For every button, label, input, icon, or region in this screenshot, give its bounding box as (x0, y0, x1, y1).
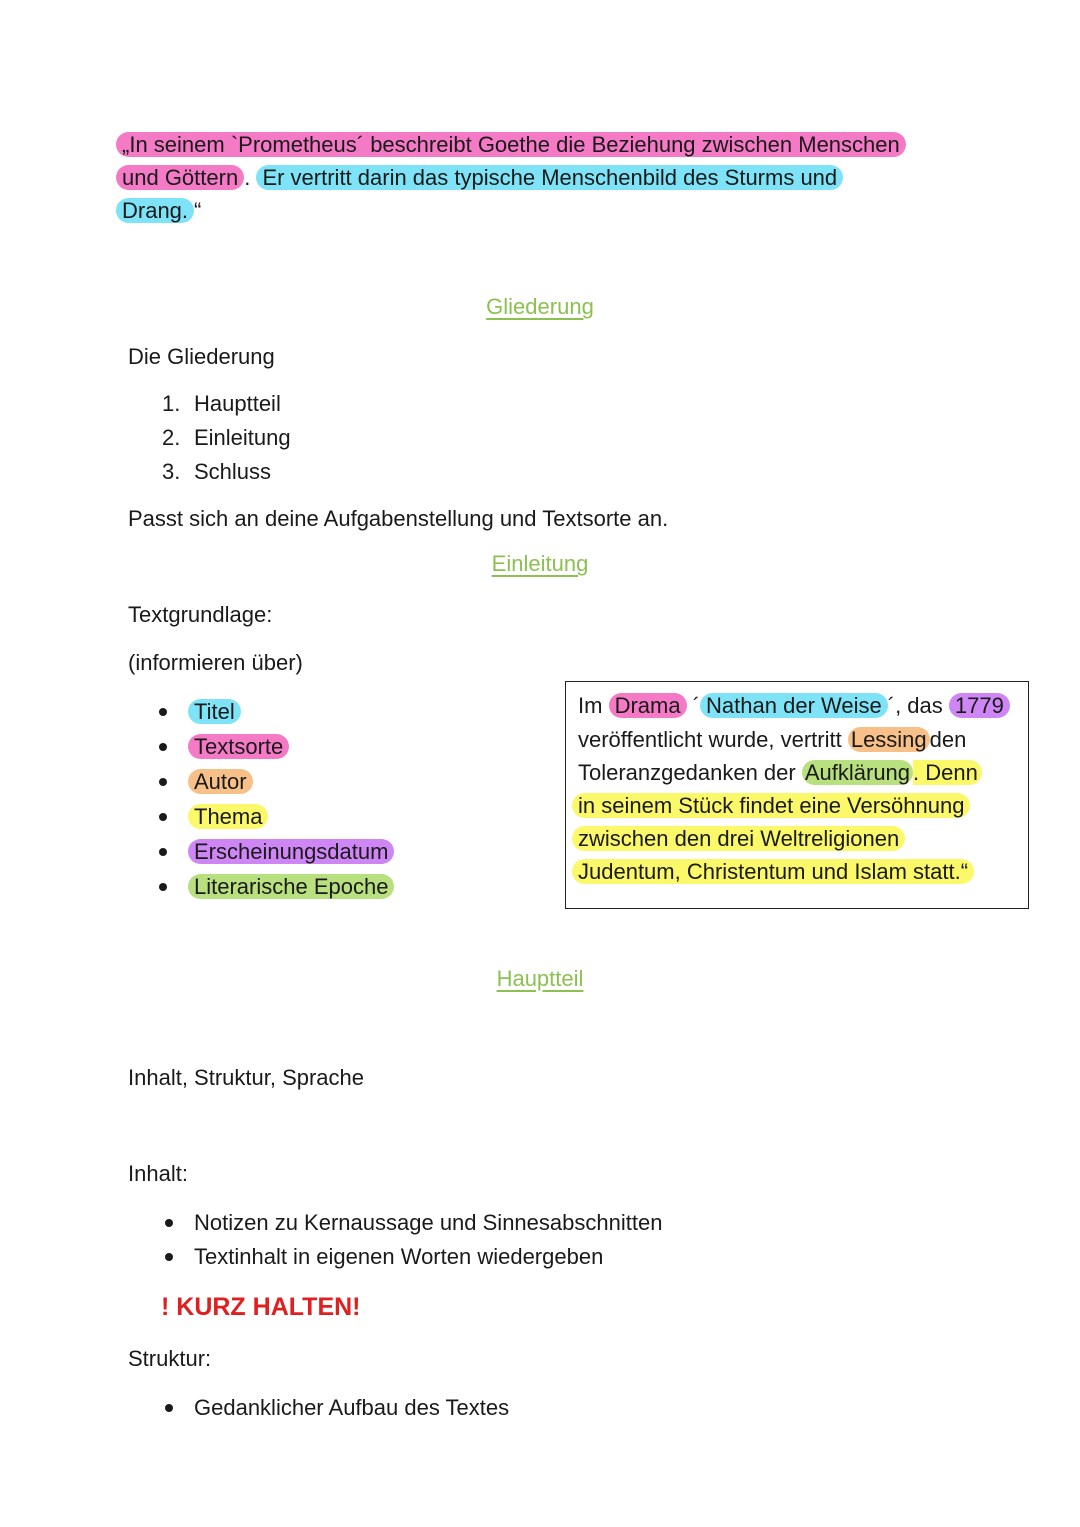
example-line-3 (578, 756, 982, 789)
list-item (188, 765, 394, 799)
text: veröffentlicht wurde, vertritt (578, 727, 842, 752)
example-box (565, 681, 1029, 909)
intro-quote-line-2 (116, 161, 906, 194)
text: ´ (692, 693, 701, 718)
example-line-4 (572, 789, 970, 822)
list-number: 2. (162, 425, 181, 450)
list-item-label: Schluss (194, 459, 272, 484)
highlight-cyan: Nathan der Weise (700, 693, 888, 718)
highlight-orange: Autor (188, 769, 253, 794)
hauptteil-overview: Inhalt, Struktur, Sprache (128, 1065, 365, 1090)
hauptteil-struktur-label: Struktur: (128, 1346, 212, 1371)
list-item-label: Einleitung (194, 425, 291, 450)
punctuation: . (244, 165, 251, 190)
highlight-pink: Drama (609, 693, 687, 718)
list-item: Gedanklicher Aufbau des Textes (194, 1391, 509, 1425)
hauptteil-inhalt-label: Inhalt: (128, 1161, 188, 1186)
text: Toleranzgedanken der (578, 760, 796, 785)
text: Im (578, 693, 603, 718)
list-number: 3. (162, 459, 181, 484)
list-number: 1. (162, 391, 181, 416)
example-line-1 (578, 689, 1010, 722)
punctuation: “ (194, 198, 202, 223)
intro-quote-line-3 (116, 194, 906, 227)
list-item (162, 387, 291, 421)
highlight-pink: Textsorte (188, 734, 289, 759)
intro-quote-line-1 (116, 128, 906, 161)
highlight-yellow: zwischen den drei Weltreligionen (572, 826, 905, 851)
highlight-cyan: Drang. (116, 198, 194, 223)
highlight-orange: Lessing (848, 727, 930, 752)
list-item (188, 870, 394, 904)
highlight-green: Aufklärung (802, 760, 913, 785)
list-item (188, 835, 394, 869)
einleitung-label-textgrundlage: Textgrundlage: (128, 602, 273, 627)
section-heading-hauptteil: Hauptteil (496, 966, 584, 991)
highlight-yellow: “ (961, 859, 974, 884)
list-item (188, 730, 394, 764)
warning-text: ! KURZ HALTEN! (161, 1293, 361, 1321)
gliederung-list (162, 387, 291, 489)
highlight-purple: 1779 (949, 693, 1010, 718)
highlight-pink: „In seinem `Prometheus´ beschreibt Goethe die Beziehung zwischen Menschen (116, 132, 906, 157)
highlight-pink: und Göttern (116, 165, 244, 190)
gliederung-intro: Die Gliederung (128, 344, 275, 369)
highlight-cyan: Er vertritt darin das typische Menschenbild des Sturms und (256, 165, 843, 190)
highlight-cyan: Titel (188, 699, 241, 724)
highlight-yellow: in seinem Stück findet eine Versöhnung (572, 793, 970, 818)
text: ´, das (887, 693, 943, 718)
list-item: Notizen zu Kernaussage und Sinnesabschnitten (194, 1206, 662, 1240)
einleitung-bullets (188, 695, 394, 904)
list-item (188, 800, 394, 834)
highlight-green: Literarische Epoche (188, 874, 394, 899)
list-item (162, 455, 291, 489)
highlight-yellow: Thema (188, 804, 268, 829)
highlight-yellow: . Denn (913, 760, 982, 785)
gliederung-note: Passt sich an deine Aufgabenstellung und Textsorte an. (128, 506, 669, 531)
section-heading-einleitung: Einleitung (491, 551, 589, 576)
inhalt-bullets (194, 1206, 662, 1274)
example-line-6 (572, 855, 974, 888)
highlight-yellow: Judentum, Christentum und Islam statt. (572, 859, 961, 884)
list-item (188, 695, 394, 729)
intro-quote (116, 128, 906, 227)
list-item: Textinhalt in eigenen Worten wiedergeben (194, 1240, 662, 1274)
list-item (162, 421, 291, 455)
highlight-purple: Erscheinungsdatum (188, 839, 394, 864)
section-heading-gliederung: Gliederung (486, 294, 594, 319)
example-line-5 (572, 822, 905, 855)
struktur-bullets (194, 1391, 509, 1425)
einleitung-label-informieren: (informieren über) (128, 650, 303, 675)
text: den (929, 727, 967, 752)
list-item-label: Hauptteil (194, 391, 281, 416)
example-line-2 (578, 723, 966, 756)
